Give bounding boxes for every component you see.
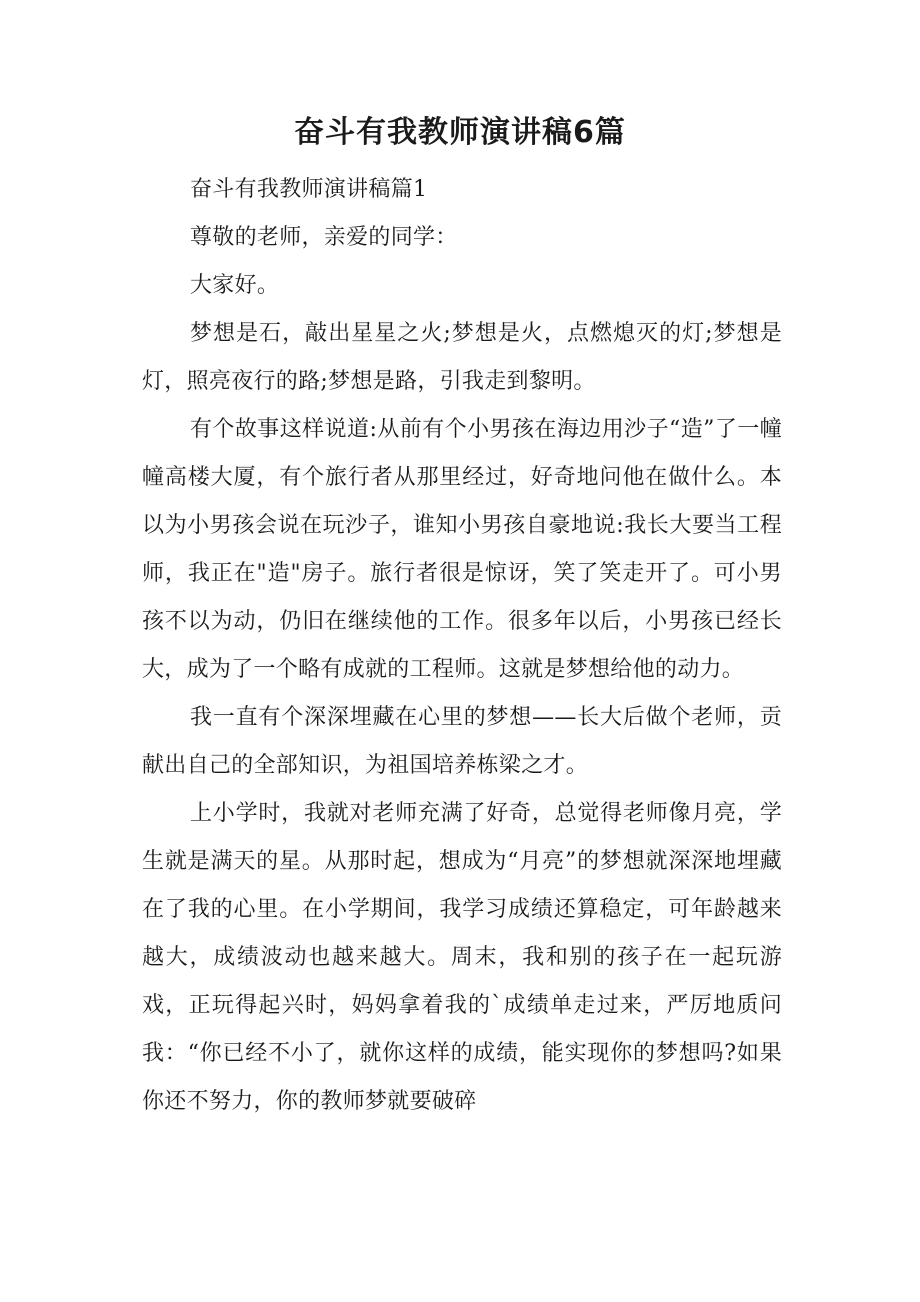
paragraph-school-memory: 上小学时，我就对老师充满了好奇，总觉得老师像月亮，学生就是满天的星。从那时起，想成为“月亮”的梦想就深深地埋藏在了我的心里。在小学期间，我学习成绩还算稳定，可年龄越来越大，成绩波动也越来越大。周末，我和别的孩子在一起玩游戏，正玩得起兴时，妈妈拿着我的`成绩单走过来，严厉地质问我：“你已经不小了，就你这样的成绩，能实现你的梦想吗?如果你还不努力，你的教师梦就要破碎 bbox=[142, 801, 782, 1114]
paragraph-teacher-dream: 我一直有个深深埋藏在心里的梦想——长大后做个老师，贡献出自己的全部知识，为祖国培养栋梁之才。 bbox=[142, 705, 782, 778]
document-title: 奋斗有我教师演讲稿6篇 bbox=[294, 115, 626, 150]
paragraph-section-heading: 奋斗有我教师演讲稿篇1 bbox=[190, 177, 428, 202]
paragraph-dream-metaphor: 梦想是石，敲出星星之火;梦想是火，点燃熄灭的灯;梦想是灯，照亮夜行的路;梦想是路，引我走到黎明。 bbox=[142, 321, 782, 394]
paragraph-greeting: 大家好。 bbox=[190, 273, 280, 298]
paragraph-salutation: 尊敬的老师，亲爱的同学： bbox=[190, 225, 458, 250]
paragraph-sand-story: 有个故事这样说道:从前有个小男孩在海边用沙子“造”了一幢幢高楼大厦，有个旅行者从那里经过，好奇地问他在做什么。本以为小男孩会说在玩沙子，谁知小男孩自豪地说:我长大要当工程师，我正在"造"房子。旅行者很是惊讶，笑了笑走开了。可小男孩不以为动，仍旧在继续他的工作。很多年以后，小男孩已经长大，成为了一个略有成就的工程师。这就是梦想给他的动力。 bbox=[142, 417, 782, 682]
document-body bbox=[142, 166, 782, 1126]
